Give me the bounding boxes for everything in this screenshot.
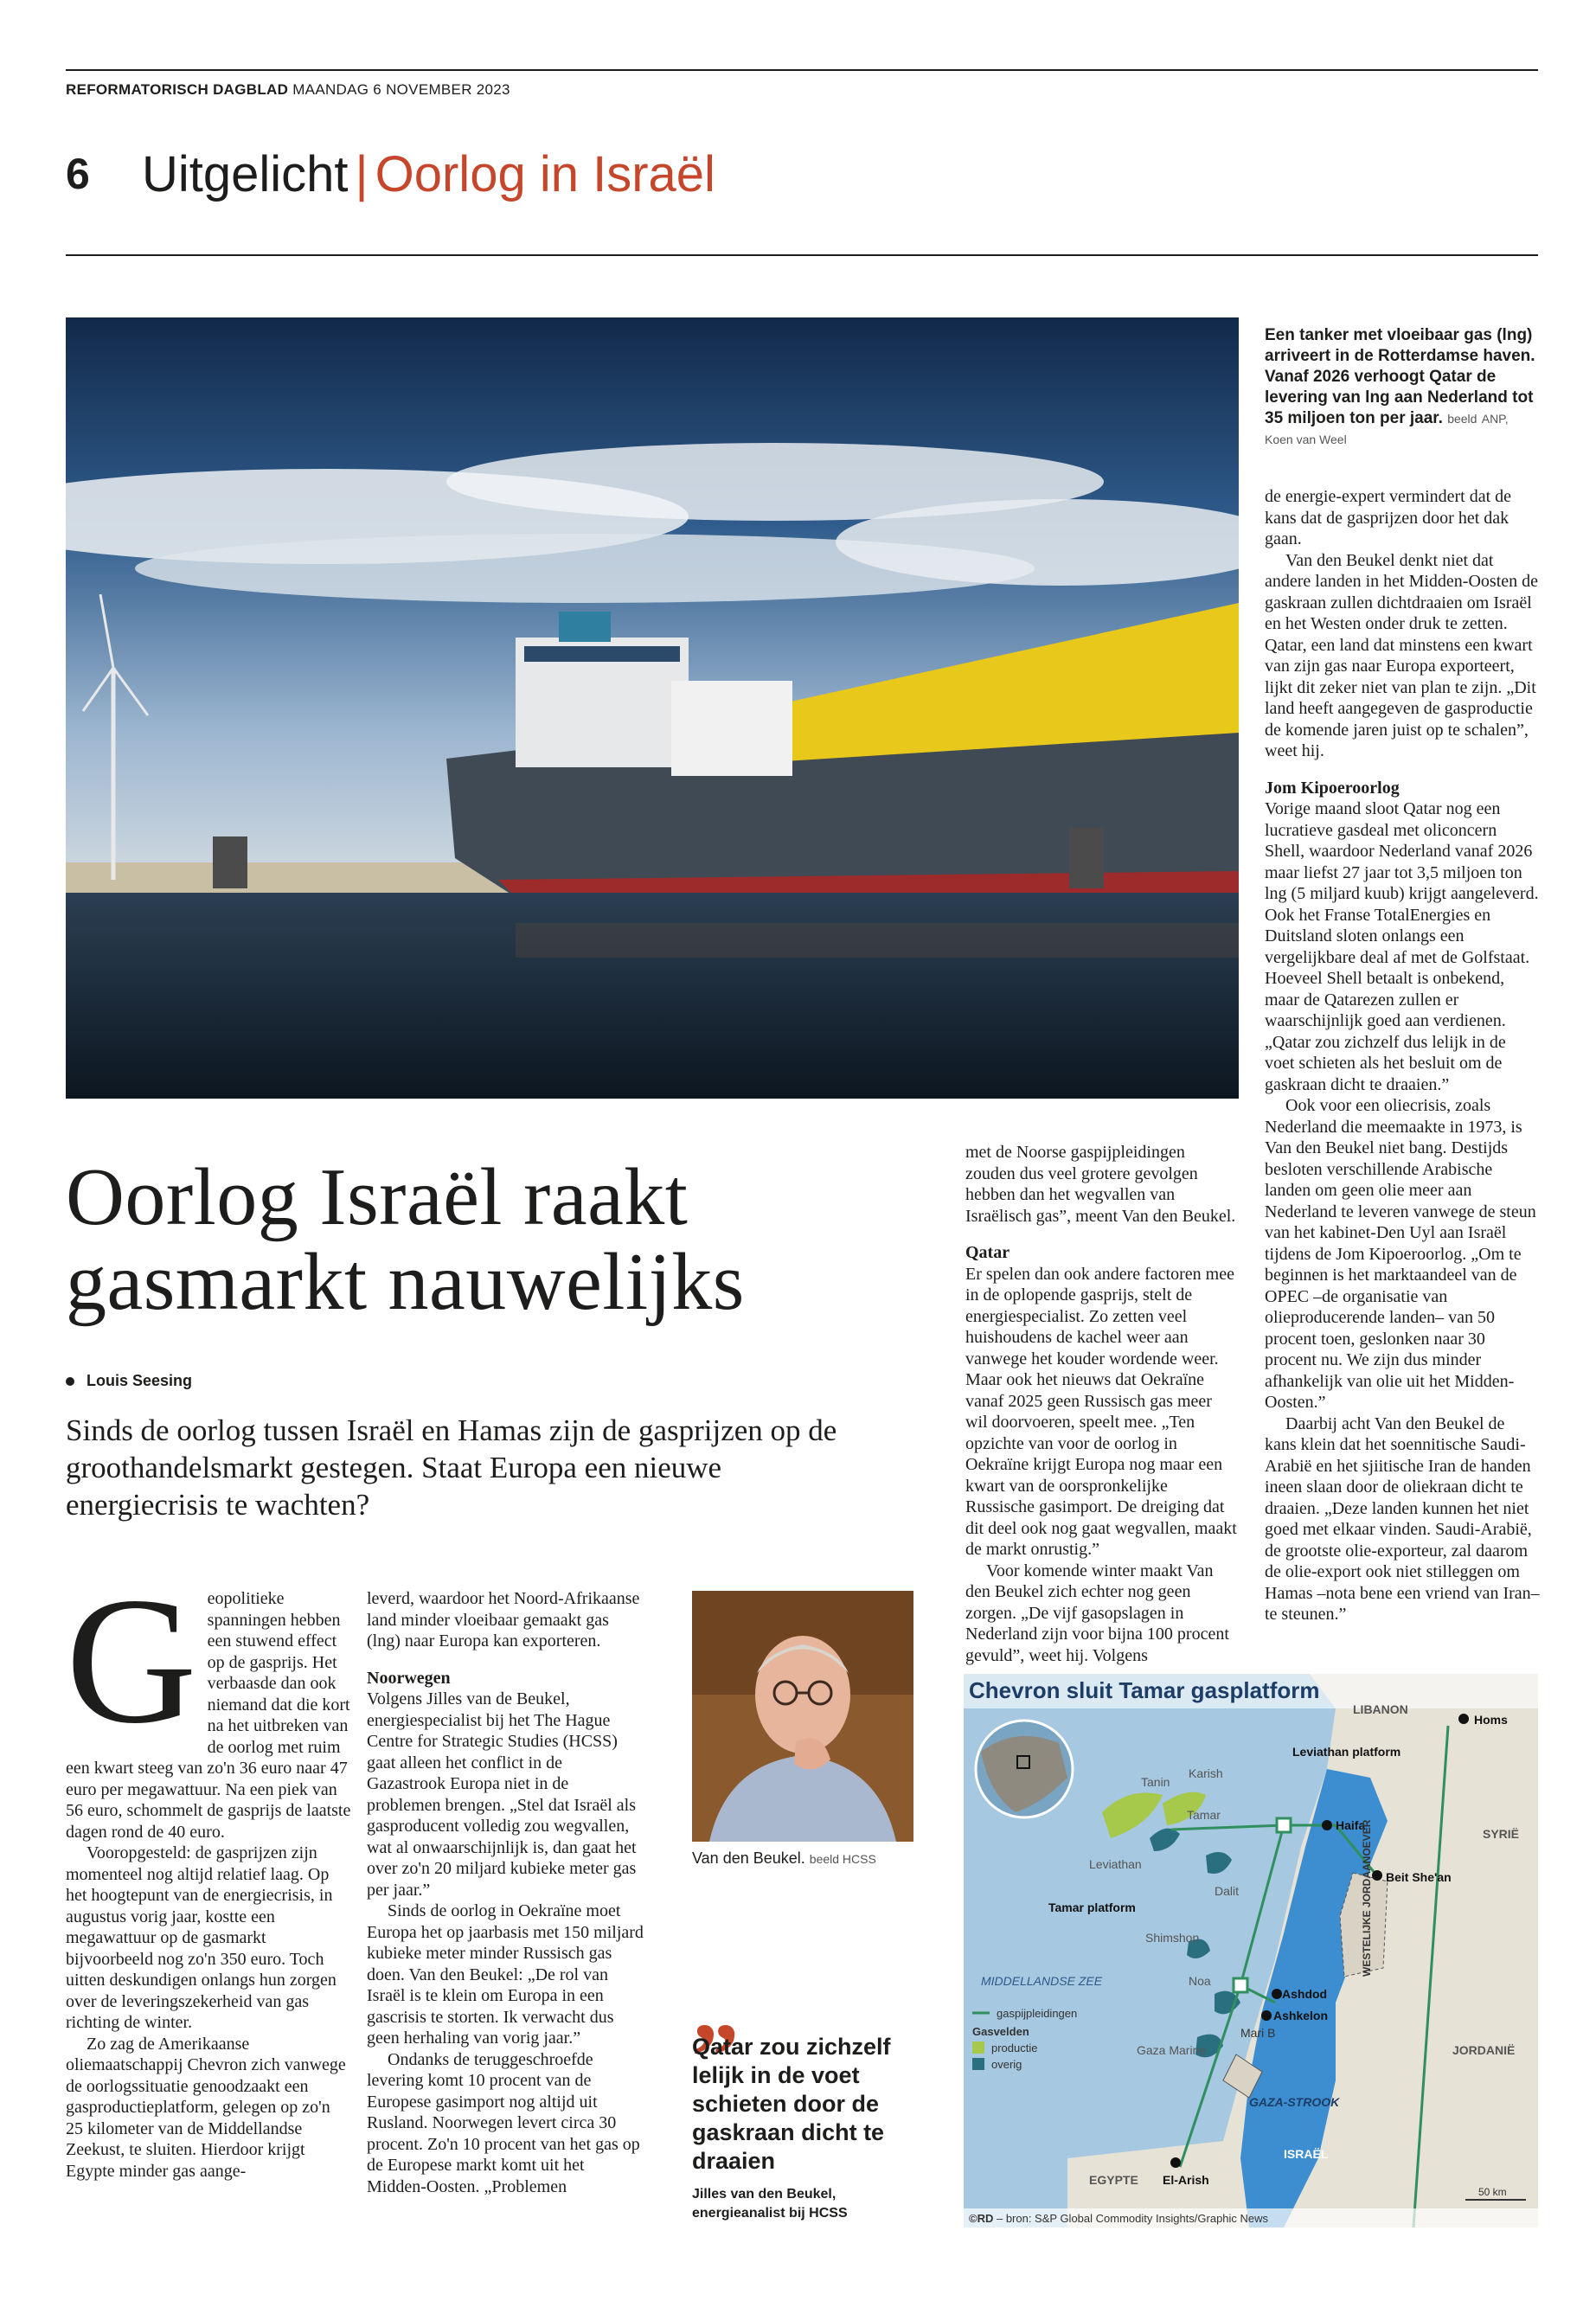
map-title: Chevron sluit Tamar gasplatform [969, 1677, 1320, 1703]
label-syrie: SYRIË [1483, 1827, 1520, 1841]
label-haifa: Haifa [1336, 1818, 1366, 1832]
label-egypte: EGYPTE [1089, 2173, 1138, 2187]
tamar-platform-marker [1234, 1978, 1247, 1992]
label-tamar: Tamar [1187, 1808, 1221, 1822]
label-libanon: LIBANON [1353, 1702, 1408, 1716]
section-name: Uitgelicht [142, 146, 349, 202]
paragraph: Van den Beukel denkt niet dat andere landen in het Midden-Oosten de gaskraan zullen dichtdraaien om Israël en het Westen onder druk te zetten. Qatar, een land dat minstens een kwart van zijn gas naar Europa exporteert, lijkt dit zeker niet van plan te zijn. „Dit land heeft aangegeven de gasproductie de komende jaren juist op te schalen”, weet hij. [1265, 550, 1539, 760]
scale-label: 50 km [1478, 2186, 1507, 2198]
masthead [66, 81, 510, 99]
article-column-1 [66, 1561, 351, 2182]
article-intro: Sinds de oorlog tussen Israël en Hamas zijn de gasprijzen op de groothandelsmarkt gestegen. Staat Europa een nieuwe energiecrisis te wachten? [66, 1413, 837, 1522]
label-jordanie: JORDANIË [1452, 2043, 1516, 2057]
label-tamar-platform: Tamar platform [1048, 1900, 1136, 1914]
label-shimshon: Shimshon [1145, 1931, 1200, 1945]
label-ashkelon: Ashkelon [1273, 2009, 1329, 2022]
label-middellandse-zee: MIDDELLANDSE ZEE [981, 1974, 1103, 1988]
label-westelijke-jordaanoever: WESTELIJKE JORDAANOEVER [1361, 1819, 1373, 1977]
label-beit-shean: Beit She'an [1386, 1870, 1452, 1884]
paragraph: Ook voor een oliecrisis, zoals Nederland die meemaakte in 1973, is Van den Beukel niet bang. Destijds besloten verschillende Arabische landen om geen olie meer aan Nederland te leveren vanwege de steun van het kabinet-Den Uyl aan Israël tijdens de Jom Kipoeroorlog. „Om te beginnen is het marktaandeel van de OPEC –de organisatie van olieproducerende landen– van 50 procent toen, geslonken naar 30 procent nu. We zijn dus minder afhankelijk van olie uit het Midden-Oosten.” [1265, 1096, 1536, 1412]
paragraph: Zo zag de Amerikaanse oliemaatschappij Chevron zich vanwege de oorlogssituatie genoodzaakt een gasproductieplatform, gelegen op zo'n 25 kilometer van de Middellandse Zeekust, te sluiten. Hierdoor krijgt Egypte minder gas aange- [66, 2034, 346, 2181]
article-column-2 [367, 1588, 644, 2197]
article-headline: Oorlog Israël raakt gasmarkt nauwelijks [66, 1152, 745, 1327]
author-name: Louis Seesing [87, 1372, 193, 1389]
label-ashdod: Ashdod [1282, 1987, 1328, 2001]
ship-deckhouse [671, 681, 792, 776]
paragraph: Ondanks de teruggeschroefde levering komt 10 procent van de Europese gasimport nog altijd uit Rusland. Noorwegen levert circa 30 procent. Zo'n 10 procent van het gas op de Europese markt komt uit het Midden-Oosten. „Problemen [367, 2049, 640, 2196]
label-leviathan-platform: Leviathan platform [1292, 1745, 1401, 1759]
label-noa: Noa [1189, 1974, 1211, 1988]
label-mari-b: Mari B [1240, 2026, 1276, 2040]
article-column-3 [965, 1142, 1237, 1666]
byline [66, 1372, 192, 1390]
paragraph: Vorige maand sloot Qatar nog een lucratieve gasdeal met oliconcern Shell, waardoor Nederland vanaf 2026 maar liefst 27 jaar tot 3,5 miljoen ton lng (5 miljard kuub) krijgt aangeleverd. Ook het Franse TotalEnergies en Duitsland sloten onlangs een vergelijkbare deal af met de Golfstaat. Hoeveel Shell betaalt is onbekend, maar de Qatarezen zullen er waarschijnlijk goed aan verdienen. „Qatar zou zichzelf dus lelijk in de voet schieten als het besluit om de gaskraan dicht te draaien.” [1265, 799, 1539, 1094]
label-el-arish: El-Arish [1163, 2173, 1209, 2187]
paragraph: Daarbij acht Van den Beukel de kans klein dat het soennitische Saudi-Arabië en het sjiitische Iran de handen ineen slaan door de oliekraan dicht te draaien. „Deze landen kunnen het niet goed met elkaar vinden. Saudi-Arabië, de grootste olie-exporteur, zal daarom de olie-export ook niet stilleggen om Hamas –nota bene een vriend van Iran– te steunen.” [1265, 1413, 1540, 1624]
paragraph: leverd, waardoor het Noord-Afrikaanse land minder vloeibaar gemaakt gas (lng) naar Europa kan exporteren. [367, 1589, 640, 1650]
paper-name: REFORMATORISCH DAGBLAD [66, 81, 289, 98]
section-subtitle: Oorlog in Israël [375, 146, 715, 202]
label-homs: Homs [1474, 1713, 1508, 1727]
city-dot-haifa [1322, 1820, 1332, 1830]
label-leviathan: Leviathan [1089, 1857, 1142, 1871]
label-gazastrook: GAZA-STROOK [1249, 2095, 1340, 2109]
legend-production: productie [991, 2041, 1038, 2054]
paragraph: Volgens Jilles van de Beukel, energiespecialist bij het The Hague Centre for Strategic Studies (HCSS) gaat alleen het conflict in de Gazastrook Europa niet in de problemen brengen. „Stel dat Israël als gasproducent volledig zou wegvallen, wat al onwaarschijnlijk is, dan gaat het over zo'n 20 miljard kubieke meter gas per jaar.” [367, 1689, 637, 1900]
paragraph: de energie-expert vermindert dat de kans dat de gasprijzen door het dak gaan. [1265, 487, 1512, 548]
subhead-jom-kipoer: Jom Kipoeroorlog [1265, 778, 1400, 798]
label-karish: Karish [1189, 1766, 1223, 1780]
city-dot-ashdod [1272, 1989, 1282, 1999]
paragraph: Vooropgesteld: de gasprijzen zijn momenteel nog altijd relatief laag. Op het hoogtepunt van de energiecrisis, in augustus vorig jaar, kostte een megawattuur op de gasmarkt bijvoorbeeld nog zo'n 350 euro. Toch uitten deskundigen onlangs hun zorgen over de leveringszekerheid van gas richting de winter. [66, 1843, 337, 2032]
mooring-dolphin [213, 836, 247, 888]
portrait-caption [692, 1849, 876, 1868]
city-dot-el-arish [1170, 2157, 1181, 2168]
caption-credit-label: beeld [1447, 412, 1477, 426]
byline-bullet [66, 1377, 74, 1386]
hero-photo-lng-tanker [66, 317, 1239, 1099]
caption-text: Een tanker met vloeibaar gas (lng) arriveert in de Rotterdamse haven. Vanaf 2026 verhoogt Qatar de levering van lng aan Nederland tot 35 miljoen ton per jaar. [1265, 326, 1535, 427]
top-rule [66, 69, 1538, 71]
paragraph: met de Noorse gaspijpleidingen zouden dus veel grotere gevolgen hebben dan het wegvallen van Israëlisch gas”, meent Van den Beukel. [965, 1143, 1236, 1226]
label-gaza-marine: Gaza Marine [1137, 2043, 1207, 2057]
map-tamar-gas-platform [964, 1674, 1538, 2227]
subhead-noorwegen: Noorwegen [367, 1668, 451, 1688]
label-israel: ISRAËL [1284, 2147, 1329, 2161]
city-dot-beit-shean [1372, 1870, 1382, 1881]
city-dot-ashkelon [1261, 2010, 1272, 2021]
portrait-caption-text: Van den Beukel. [692, 1849, 805, 1867]
label-dalit: Dalit [1215, 1884, 1240, 1898]
legend-production-swatch [972, 2041, 984, 2054]
leviathan-platform-marker [1277, 1818, 1291, 1832]
map-source-text: – bron: S&P Global Commodity Insights/Graphic News [993, 2212, 1269, 2225]
legend-fields: Gasvelden [972, 2025, 1029, 2038]
page-number: 6 [66, 150, 90, 198]
mooring-dolphin [1069, 828, 1104, 888]
ship-funnel [559, 612, 611, 642]
ship-bridge-window [524, 646, 680, 662]
label-tanin: Tanin [1141, 1775, 1170, 1789]
section-title [142, 145, 715, 203]
portrait-head [755, 1636, 850, 1753]
article-column-4 [1265, 486, 1540, 1625]
map-source-prefix: ©RD [969, 2212, 994, 2225]
paragraph: Er spelen dan ook andere factoren mee in de oplopende gasprijs, stelt de energiespecialist. Zo zetten veel huishoudens de kachel weer aan vanwege het kouder wordende weer. Maar ook het nieuws dat Oekraïne vanaf 2025 geen Russisch gas meer wil doorvoeren, speelt mee. „Ten opzichte van voor de oorlog in Oekraïne krijgt Europa nog maar een kwart van de oorspronkelijke Russische gasimport. De dreiging dat dit deel ook nog gaat wegvallen, maakt de markt onrustig.” [965, 1264, 1237, 1559]
paragraph: eopolitieke spanningen hebben een stuwend effect op de gasprijs. Het verbaasde dan ook niemand dat die kort na het uitbreken van de oorlog met ruim een kwart steeg van zo'n 36 euro naar 47 euro per megawattuur. Na een piek van 56 euro, schommelt de gasprijs de laatste dagen rond de 40 euro. [66, 1589, 351, 1842]
paragraph: Sinds de oorlog in Oekraïne moet Europa het op jaarbasis met 150 miljard kubieke meter minder Russisch gas doen. Van den Beukel: „De rol van Israël is te klein om Europa in een gascrisis te storten. Ik verwacht dus geen herhaling van vorig jaar.” [367, 1901, 644, 2048]
photo-caption [1265, 325, 1540, 450]
quote-marks: „ [692, 1954, 740, 2060]
pull-quote-source: Jilles van den Beukel, energieanalist bij HCSS [692, 2187, 848, 2221]
issue-date: MAANDAG 6 NOVEMBER 2023 [292, 81, 510, 98]
map-source [969, 2212, 1269, 2225]
pull-quote: Qatar zou zichzelf lelijk in de voet schieten door de gaskraan dicht te draaien [692, 2034, 891, 2174]
legend-other-swatch [972, 2058, 984, 2070]
portrait-credit: beeld HCSS [809, 1852, 876, 1866]
water-reflection [516, 923, 1239, 958]
paragraph: Voor komende winter maakt Van den Beukel zich echter nog geen zorgen. „De vijf gasopslagen in Nederland zijn voor bijna 100 procent gevuld”, weet hij. Volgens [965, 1561, 1229, 1665]
legend-pipelines: gaspijpleidingen [997, 2007, 1078, 2020]
section-separator: | [355, 146, 369, 202]
city-dot-homs [1458, 1714, 1469, 1724]
subhead-qatar: Qatar [965, 1243, 1010, 1262]
caption-credit: ANP, Koen van Weel [1265, 412, 1509, 446]
section-rule [66, 254, 1538, 256]
drop-cap: G [66, 1561, 197, 1761]
legend-other: overig [991, 2058, 1022, 2071]
portrait-photo [692, 1591, 913, 1842]
